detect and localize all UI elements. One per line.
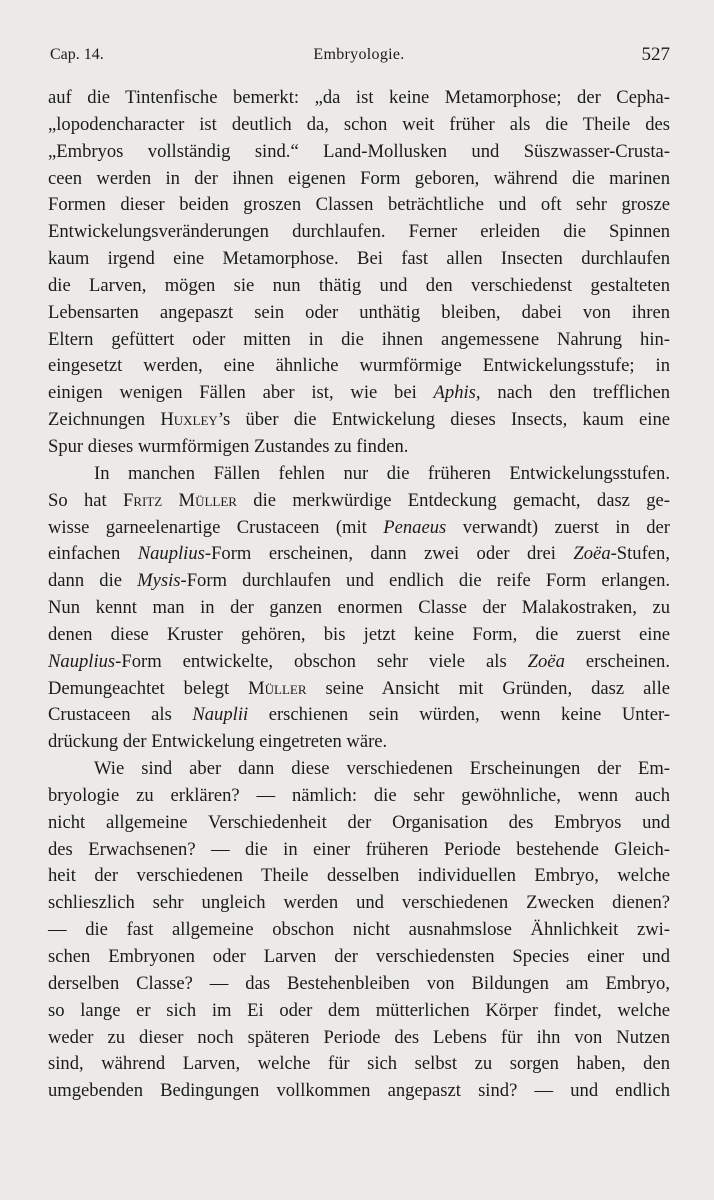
text-run: -Stufen, <box>610 543 670 565</box>
paragraph-2 <box>48 461 670 756</box>
taxon-penaeus: Penaeus <box>383 516 447 538</box>
text-line: sind, während Larven, welche für sich selbst zu sorgen haben, den <box>48 1053 670 1075</box>
taxon-mysis: Mysis <box>137 570 181 592</box>
paragraph-3 <box>48 756 670 1105</box>
text-line: umgebenden Bedingungen vollkommen angepaszt sind? — und endlich <box>48 1080 670 1102</box>
text-run: erschienen sein würden, wenn keine Unter- <box>248 704 670 726</box>
text-line: heit der verschiedenen Theile desselben individuellen Embryo, welche <box>48 865 670 887</box>
text-line: Nun kennt man in der ganzen enormen Classe der Malakostraken, zu <box>48 597 670 619</box>
text-line <box>48 488 670 515</box>
text-run: Zeichnungen <box>48 409 161 431</box>
text-run: verwandt) zuerst in der <box>446 516 670 538</box>
text-line: Spur dieses wurmförmigen Zustandes zu finden. <box>48 435 409 457</box>
page-number: 527 <box>641 44 670 65</box>
taxon-aphis: Aphis, <box>433 382 481 404</box>
text-line: drückung der Entwickelung eingetreten wäre. <box>48 731 388 753</box>
text-line: Lebensarten angepaszt sein oder unthätig bleiben, dabei von ihren <box>48 301 670 323</box>
text-run: wisse garneelenartige Crustaceen (mit <box>48 516 384 538</box>
text-line: Wie sind aber dann diese verschiedenen Erscheinungen der Em- <box>94 758 670 780</box>
text-run: -Form erscheinen, dann zwei oder drei <box>204 543 574 565</box>
text-line: des Erwachsenen? — die in einer früheren Periode bestehende Gleich- <box>48 838 670 860</box>
text-line <box>48 649 670 676</box>
text-line: schlieszlich sehr ungleich werden und verschiedenen Zwecken dienen? <box>48 892 670 914</box>
paragraph-1 <box>48 85 670 461</box>
text-line: bryologie zu erklären? — nämlich: die sehr gewöhnliche, wenn auch <box>48 784 670 806</box>
text-run: So hat <box>48 489 124 511</box>
text-run: -Form entwickelte, obschon sehr viele als <box>115 650 528 672</box>
text-line <box>48 515 670 542</box>
taxon-nauplii: Nauplii <box>192 704 249 726</box>
text-line: eingesetzt werden, eine ähnliche wurmförmige Entwickelungsstufe; in <box>48 355 670 377</box>
text-line <box>48 702 670 729</box>
taxon-nauplius: Nauplius <box>137 543 205 565</box>
text-run: Demungeachtet belegt <box>48 677 249 699</box>
text-run: ’s über die Entwickelung dieses Insects, kaum eine <box>217 409 671 431</box>
taxon-zoea: Zoëa <box>573 543 611 565</box>
taxon-zoea: Zoëa <box>527 650 565 672</box>
text-line: nicht allgemeine Verschiedenheit der Organisation des Embryos und <box>48 811 670 833</box>
text-run: dann die <box>48 570 138 592</box>
text-run: nach den trefflichen <box>480 382 670 404</box>
text-line <box>48 676 670 703</box>
text-line: schen Embryonen oder Larven der verschiedensten Species einer und <box>48 946 670 967</box>
text-line: — die fast allgemeine obschon nicht ausnahmslose Ähnlichkeit zwi- <box>48 919 670 941</box>
running-header <box>48 44 670 72</box>
text-run: Crustaceen als <box>48 704 193 726</box>
text-line: Eltern gefüttert oder mitten in die ihnen angemessene Nahrung hin- <box>48 328 670 350</box>
text-line: denen diese Kruster gehören, bis jetzt keine Form, die zuerst eine <box>48 623 670 645</box>
author-name-fritz-mueller: Fritz Müller <box>123 489 237 511</box>
text-line: die Larven, mögen sie nun thätig und den verschiedenst gestalteten <box>48 274 670 296</box>
text-run: einigen wenigen Fällen aber ist, wie bei <box>48 382 434 404</box>
text-line: weder zu dieser noch späteren Periode des Lebens für ihn von Nutzen <box>48 1026 670 1048</box>
taxon-nauplius: Nauplius <box>48 650 116 672</box>
author-name-mueller: Müller <box>248 677 307 699</box>
text-line: ceen werden in der ihnen eigenen Form geboren, während die marinen <box>48 167 670 189</box>
text-line: auf die Tintenfische bemerkt: „da ist keine Metamorphose; der Cepha- <box>48 87 670 108</box>
text-line: „lopodencharacter ist deutlich da, schon weit früher als die Theile des <box>48 113 670 135</box>
text-line: „Embryos vollständig sind.“ Land-Mollusken und Süszwasser-Crusta- <box>48 140 670 162</box>
running-title: Embryologie. <box>313 46 405 63</box>
text-run: seine Ansicht mit Gründen, dasz alle <box>306 677 670 699</box>
chapter-label: Cap. 14. <box>50 46 104 63</box>
text-line <box>48 568 670 595</box>
text-line: so lange er sich im Ei oder dem mütterlichen Körper findet, welche <box>48 999 670 1021</box>
text-line: In manchen Fällen fehlen nur die früheren Entwickelungsstufen. <box>94 462 670 484</box>
text-run: einfachen <box>48 543 138 565</box>
text-line: Entwickelungsveränderungen durchlaufen. Ferner erleiden die Spinnen <box>48 221 670 243</box>
text-run: -Form durchlaufen und endlich die reife Form erlangen. <box>180 570 671 592</box>
text-line: kaum irgend eine Metamorphose. Bei fast allen Insecten durchlaufen <box>48 248 670 270</box>
author-name-huxley: Huxley <box>160 409 218 431</box>
text-line <box>48 541 670 568</box>
text-line <box>48 380 670 407</box>
text-run: die merkwürdige Entdeckung gemacht, dasz ge- <box>236 489 670 511</box>
text-run: erscheinen. <box>564 650 670 672</box>
page-body <box>48 85 670 1105</box>
text-line <box>48 407 670 434</box>
text-line: derselben Classe? — das Bestehenbleiben von Bildungen am Embryo, <box>48 972 670 994</box>
text-line: Formen dieser beiden groszen Classen beträchtliche und oft sehr grosze <box>48 194 670 216</box>
